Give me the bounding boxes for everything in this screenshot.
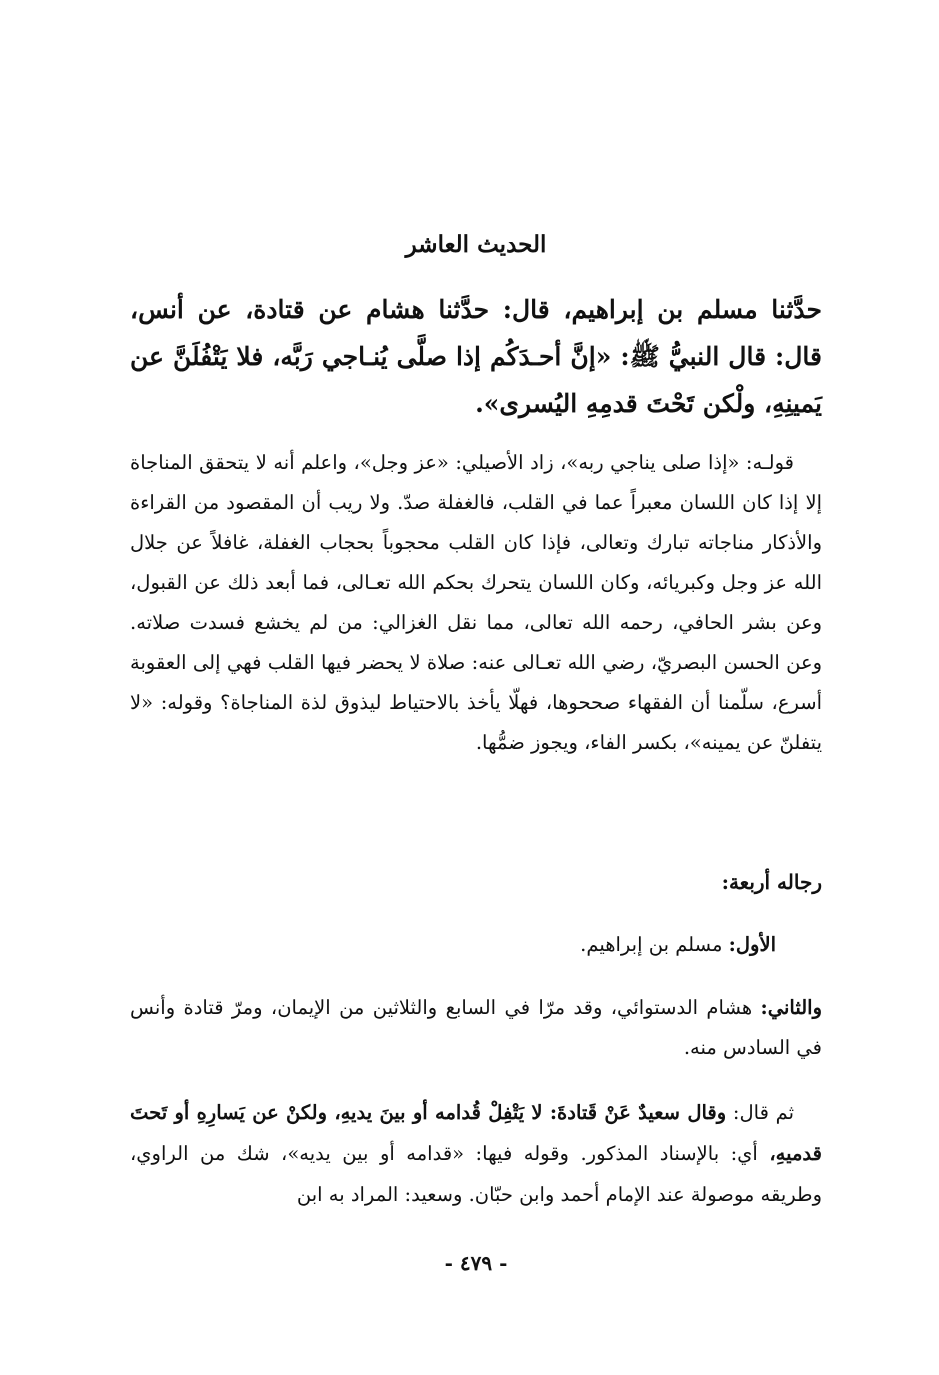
narrator-second-label: والثاني: [760, 996, 822, 1019]
commentary-paragraph: قولـه: «إذا صلى يناجي ربه»، زاد الأصيلي: «عز وجل»، واعلم أنه لا يتحقق المناجاة إلا إذا كان اللسان معبراً عما في القلب، فالغفلة صدّ. ولا ريب أن المقصود من القراءة والأذكار مناجاته تبارك وتعالى، فإذا كان القلب محجوباً بحجاب الغفلة، غافلاً عن جلال الله عز وجل وكبريائه، وكان اللسان يتحرك بحكم الله تعـالى، فما أبعد ذلك عن القبول، وعن بشر الحافي، رحمه الله تعالى، مما نقل الغزالي: من لم يخشع فسدت صلاته. وعن الحسن البصريّ، رضي الله تعـالى عنه: صلاة لا يحضر فيها القلب فهي إلى العقوبة أسرع، سلّمنا أن الفقهاء صححوها، فهلّا يأخذ بالاحتياط ليذوق لذة المناجاة؟ وقوله: «لا يتفلنّ عن يمينه»، بكسر الفاء، ويجوز ضمُّها. [130, 451, 822, 754]
final-paragraph-lead: ثم قال: [732, 1101, 794, 1124]
narrator-first-text: مسلم بن إبراهيم. [580, 933, 723, 956]
narrator-first-label: الأول: [728, 933, 776, 956]
final-paragraph-rest: أي: بالإسناد المذكور. وقوله فيها: «قدامه أو بين يديه»، شك من الراوي، وطريقه موصولة عند الإمام أحمد وابن حبّان. وسعيد: المراد به ابن [130, 1142, 822, 1206]
book-page [130, 0, 822, 1375]
hadith-text: حدَّثنا مسلم بن إبراهيم، قال: حدَّثنا هشام عن قتادة، عن أنس، قال: قال النبيُّ ﷺ: «إنَّ أحـدَكُم إذا صلَّى يُنـاجي رَبَّه، فلا يَتْفُلَنَّ عن يَمينِهِ، ولْكن تَحْتَ قدمِهِ اليُسرى». [130, 295, 823, 418]
narrators-heading: رجاله أربعة: [721, 870, 822, 894]
final-paragraph [130, 1092, 822, 1215]
narrator-second-text: هشام الدستوائي، وقد مرّا في السابع والثلاثين من الإيمان، ومرّ قتادة وأنس في السادس منه. [130, 996, 822, 1059]
narrator-first [130, 926, 822, 964]
narrator-second [130, 988, 822, 1068]
section-title: الحديث العاشر [405, 231, 547, 258]
final-paragraph-quote: وقال سعيدٌ عَنْ قَتادةَ: لا يَتْفِلْ قُدامه أو بينَ يديهِ، ولكنْ عن يَسارِهِ أو تَحتَ قدميهِ، [130, 1101, 822, 1165]
page-number: - ٤٧٩ - [444, 1251, 508, 1275]
